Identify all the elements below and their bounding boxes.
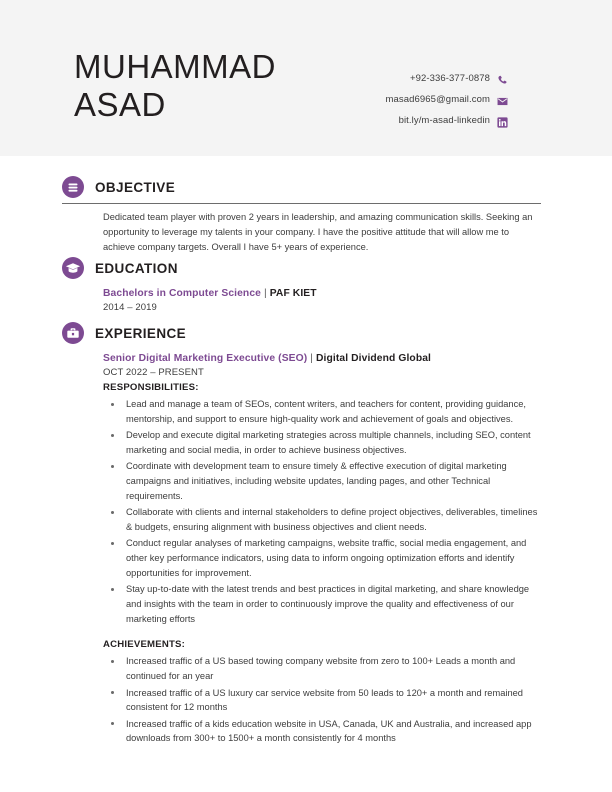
list-item: Increased traffic of a US based towing company website from zero to 100+ Leads a month and continued for an year <box>126 654 541 684</box>
resume-header-band <box>0 0 612 156</box>
list-item: Conduct regular analyses of marketing campaigns, website traffic, social media engagement, and other key performance indicators, using data to inform ongoing optimization efforts and identify opportunities for improvement. <box>126 536 541 580</box>
email-icon <box>497 94 508 105</box>
contact-email[interactable] <box>386 91 508 107</box>
contact-phone-text: +92-336-377-0878 <box>409 72 490 84</box>
experience-job-title: Senior Digital Marketing Executive (SEO) <box>103 353 308 364</box>
contact-linkedin-text: bit.ly/m-asad-linkedin <box>398 114 490 126</box>
education-separator: | <box>263 288 267 299</box>
experience-heading <box>62 321 542 345</box>
contact-email-text: masad6965@gmail.com <box>385 93 490 105</box>
responsibilities-list <box>62 397 542 626</box>
section-experience <box>62 321 542 748</box>
graduation-cap-icon <box>62 257 84 279</box>
list-item: Collaborate with clients and internal stakeholders to define project objectives, deliverables, timelines & budgets, ensuring alignment with business objectives and client needs. <box>126 505 541 535</box>
objective-title: OBJECTIVE <box>95 179 176 195</box>
experience-dates: OCT 2022 – PRESENT <box>103 367 204 378</box>
contact-phone[interactable] <box>386 70 508 86</box>
experience-entry-title <box>103 353 542 364</box>
education-dates: 2014 – 2019 <box>103 302 157 313</box>
list-item: Increased traffic of a US luxury car service website from 50 leads to 120+ a month and remained consistent for 12 months <box>126 686 541 716</box>
candidate-name <box>74 48 276 124</box>
objective-text: Dedicated team player with proven 2 years in leadership, and amazing communication skills. Seeking an opportunity to leverage my talents in your company. I have the positive attitude that will allow me to achieve company targets. Overall I have 5+ years of experience. <box>103 212 533 253</box>
list-item: Stay up-to-date with the latest trends and best practices in digital marketing, and share knowledge and insights with the team in order to continuously improve the quality and effectiveness of our marketing efforts <box>126 582 541 626</box>
education-heading <box>62 256 542 280</box>
achievements-label: ACHIEVEMENTS: <box>103 639 186 651</box>
contact-linkedin[interactable] <box>386 112 508 128</box>
phone-icon <box>497 73 508 84</box>
linkedin-icon <box>497 115 508 126</box>
achievements-list <box>62 654 542 746</box>
name-line-first: MUHAMMAD <box>74 48 276 85</box>
briefcase-icon <box>62 322 84 344</box>
education-degree: Bachelors in Computer Science <box>103 288 261 299</box>
objective-divider <box>62 203 541 204</box>
list-item: Coordinate with development team to ensure timely & effective execution of digital marketing campaigns and initiatives, including website updates, landing pages, and other Technical requirements. <box>126 459 541 503</box>
name-line-last: ASAD <box>74 86 166 123</box>
education-institution: PAF KIET <box>269 288 317 299</box>
list-lines-icon <box>62 176 84 198</box>
contact-details <box>386 70 508 133</box>
education-title: EDUCATION <box>95 260 178 276</box>
education-entry-title <box>103 288 542 299</box>
responsibilities-label: RESPONSIBILITIES: <box>103 382 199 393</box>
list-item: Develop and execute digital marketing strategies across multiple channels, including SEO, content marketing and social media, in order to achieve business objectives. <box>126 428 541 458</box>
experience-separator: | <box>310 353 314 364</box>
list-item: Increased traffic of a kids education website in USA, Canada, UK and Australia, and increased app downloads from 300+ to 1500+ a month consistently for 4 months <box>126 717 541 747</box>
experience-company: Digital Dividend Global <box>316 353 432 364</box>
objective-heading <box>62 175 542 199</box>
experience-title: EXPERIENCE <box>95 325 187 341</box>
list-item: Lead and manage a team of SEOs, content writers, and teachers for content, providing guidance, mentorship, and support to ensure high-quality work and achievement of goals and objectives. <box>126 397 541 427</box>
section-education <box>62 256 542 313</box>
section-objective <box>62 175 542 256</box>
